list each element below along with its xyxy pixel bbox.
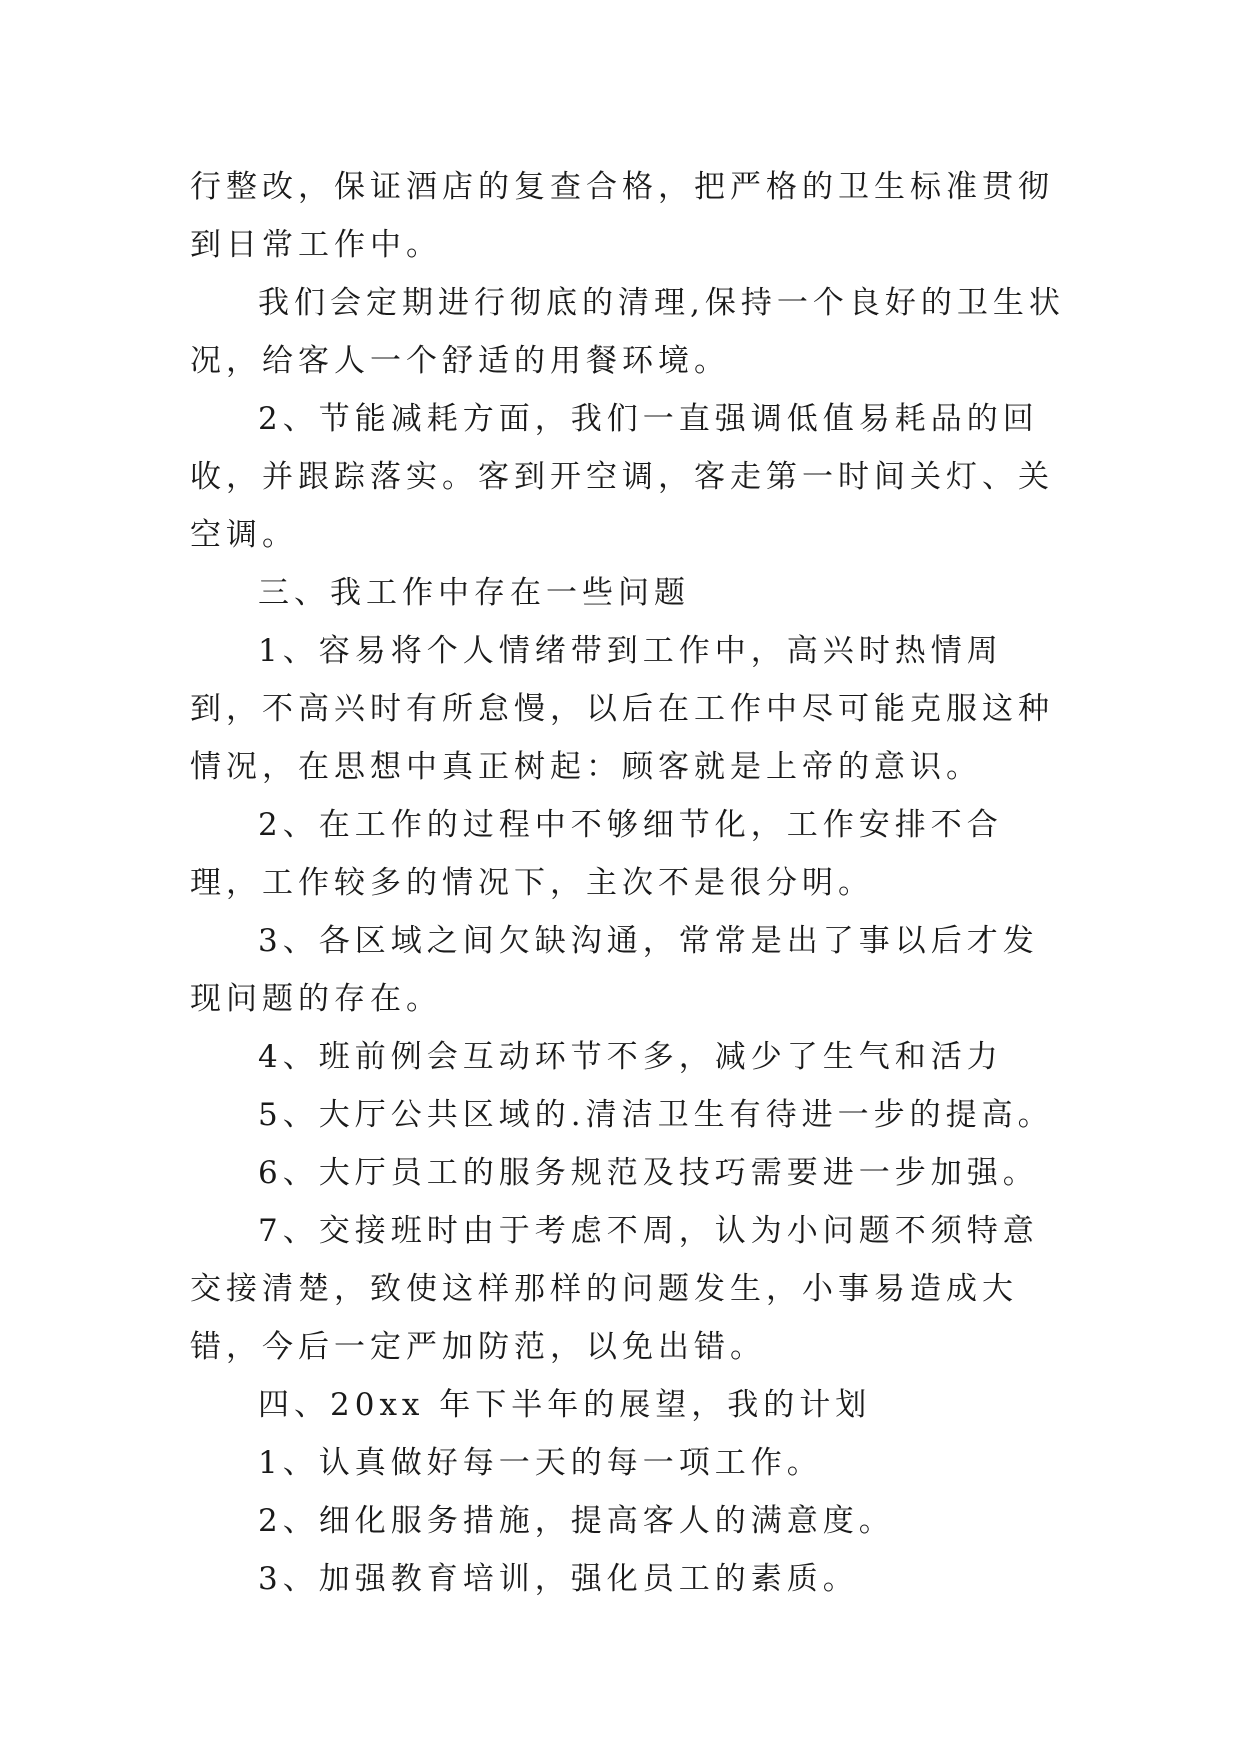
paragraph: 3、各区域之间欠缺沟通，常常是出了事以后才发现问题的存在。 xyxy=(190,923,1039,1017)
paragraph: 7、交接班时由于考虑不周，认为小问题不须特意交接清楚，致使这样那样的问题发生，小事易造成大错，今后一定严加防范，以免出错。 xyxy=(190,1213,1039,1365)
paragraph: 2、在工作的过程中不够细节化，工作安排不合理，工作较多的情况下，主次不是很分明。 xyxy=(190,807,1003,901)
paragraph: 3、加强教育培训，强化员工的素质。 xyxy=(258,1561,859,1597)
paragraph: 4、班前例会互动环节不多，减少了生气和活力 xyxy=(258,1039,1003,1075)
paragraph: 1、认真做好每一天的每一项工作。 xyxy=(258,1445,823,1481)
document-body xyxy=(190,158,1070,1608)
paragraph: 2、细化服务措施，提高客人的满意度。 xyxy=(258,1503,895,1539)
paragraph: 我们会定期进行彻底的清理,保持一个良好的卫生状况，给客人一个舒适的用餐环境。 xyxy=(190,285,1065,379)
paragraph: 行整改，保证酒店的复查合格，把严格的卫生标准贯彻到日常工作中。 xyxy=(190,169,1054,263)
section-heading: 四、20xx 年下半年的展望，我的计划 xyxy=(258,1387,872,1423)
section-heading: 三、我工作中存在一些问题 xyxy=(258,575,690,611)
paragraph: 6、大厅员工的服务规范及技巧需要进一步加强。 xyxy=(258,1155,1039,1191)
paragraph: 2、节能减耗方面，我们一直强调低值易耗品的回收，并跟踪落实。客到开空调，客走第一时间关灯、关空调。 xyxy=(190,401,1054,553)
paragraph: 5、大厅公共区域的.清洁卫生有待进一步的提高。 xyxy=(258,1097,1054,1133)
paragraph: 1、容易将个人情绪带到工作中，高兴时热情周到，不高兴时有所怠慢，以后在工作中尽可能克服这种情况，在思想中真正树起：顾客就是上帝的意识。 xyxy=(190,633,1054,785)
